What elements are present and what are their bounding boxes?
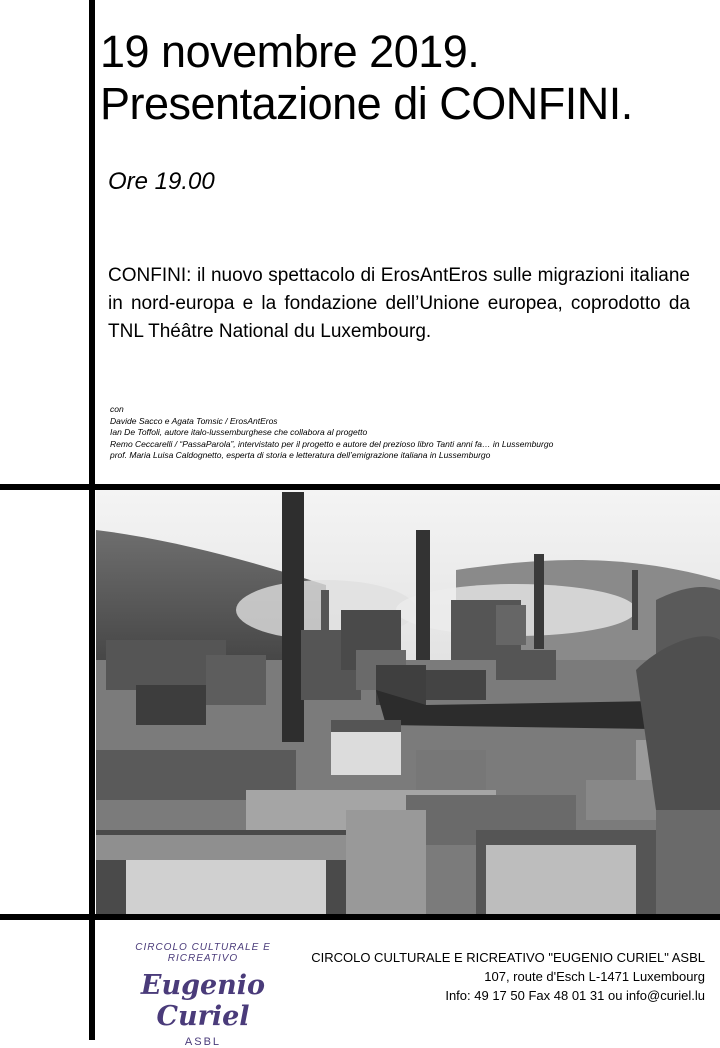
curiel-logo — [128, 938, 278, 1048]
logo-asbl: ASBL — [184, 1036, 222, 1048]
logo-subtitle: CIRCOLO CULTURALE E RICREATIVO — [135, 942, 271, 964]
horizontal-rule-bottom — [0, 914, 720, 920]
credits-block — [110, 404, 710, 462]
contact-block — [285, 948, 705, 1005]
organization-info: Info: 49 17 50 Fax 48 01 31 ou info@curiel.lu — [445, 988, 705, 1003]
credit-line: Ian De Toffoli, autore italo-lussemburghese che collabora al progetto — [110, 427, 368, 437]
event-time: Ore 19.00 — [108, 168, 215, 195]
event-description: CONFINI: il nuovo spettacolo di ErosAntEros sulle migrazioni italiane in nord-europa e la fondazione dell’Unione europea, coprodotto da TNL Théâtre National du Luxembourg. — [108, 265, 690, 342]
event-title — [100, 26, 720, 130]
industrial-photo — [96, 490, 720, 914]
organization-address: 107, route d'Esch L-1471 Luxembourg — [484, 969, 705, 984]
credits-intro: con — [110, 404, 124, 414]
organization-name: CIRCOLO CULTURALE E RICREATIVO "EUGENIO CURIEL" ASBL — [311, 950, 705, 965]
vertical-rule — [89, 0, 95, 1040]
steelworks-illustration — [96, 490, 720, 914]
title-date: 19 novembre 2019. — [100, 26, 480, 77]
title-presentation: Presentazione di CONFINI. — [100, 78, 633, 129]
credit-line: prof. Maria Luisa Caldognetto, esperta di storia e letteratura dell’emigrazione italiana in Lussemburgo — [110, 450, 491, 460]
logo-name: Eugenio Curiel — [140, 970, 266, 1032]
credit-line: Remo Ceccarelli / “PassaParola”, intervistato per il progetto e autore del prezioso libro Tanti anni fa… in Lussemburgo — [110, 438, 554, 449]
credit-line: Davide Sacco e Agata Tomsic / ErosAntEros — [110, 415, 278, 426]
